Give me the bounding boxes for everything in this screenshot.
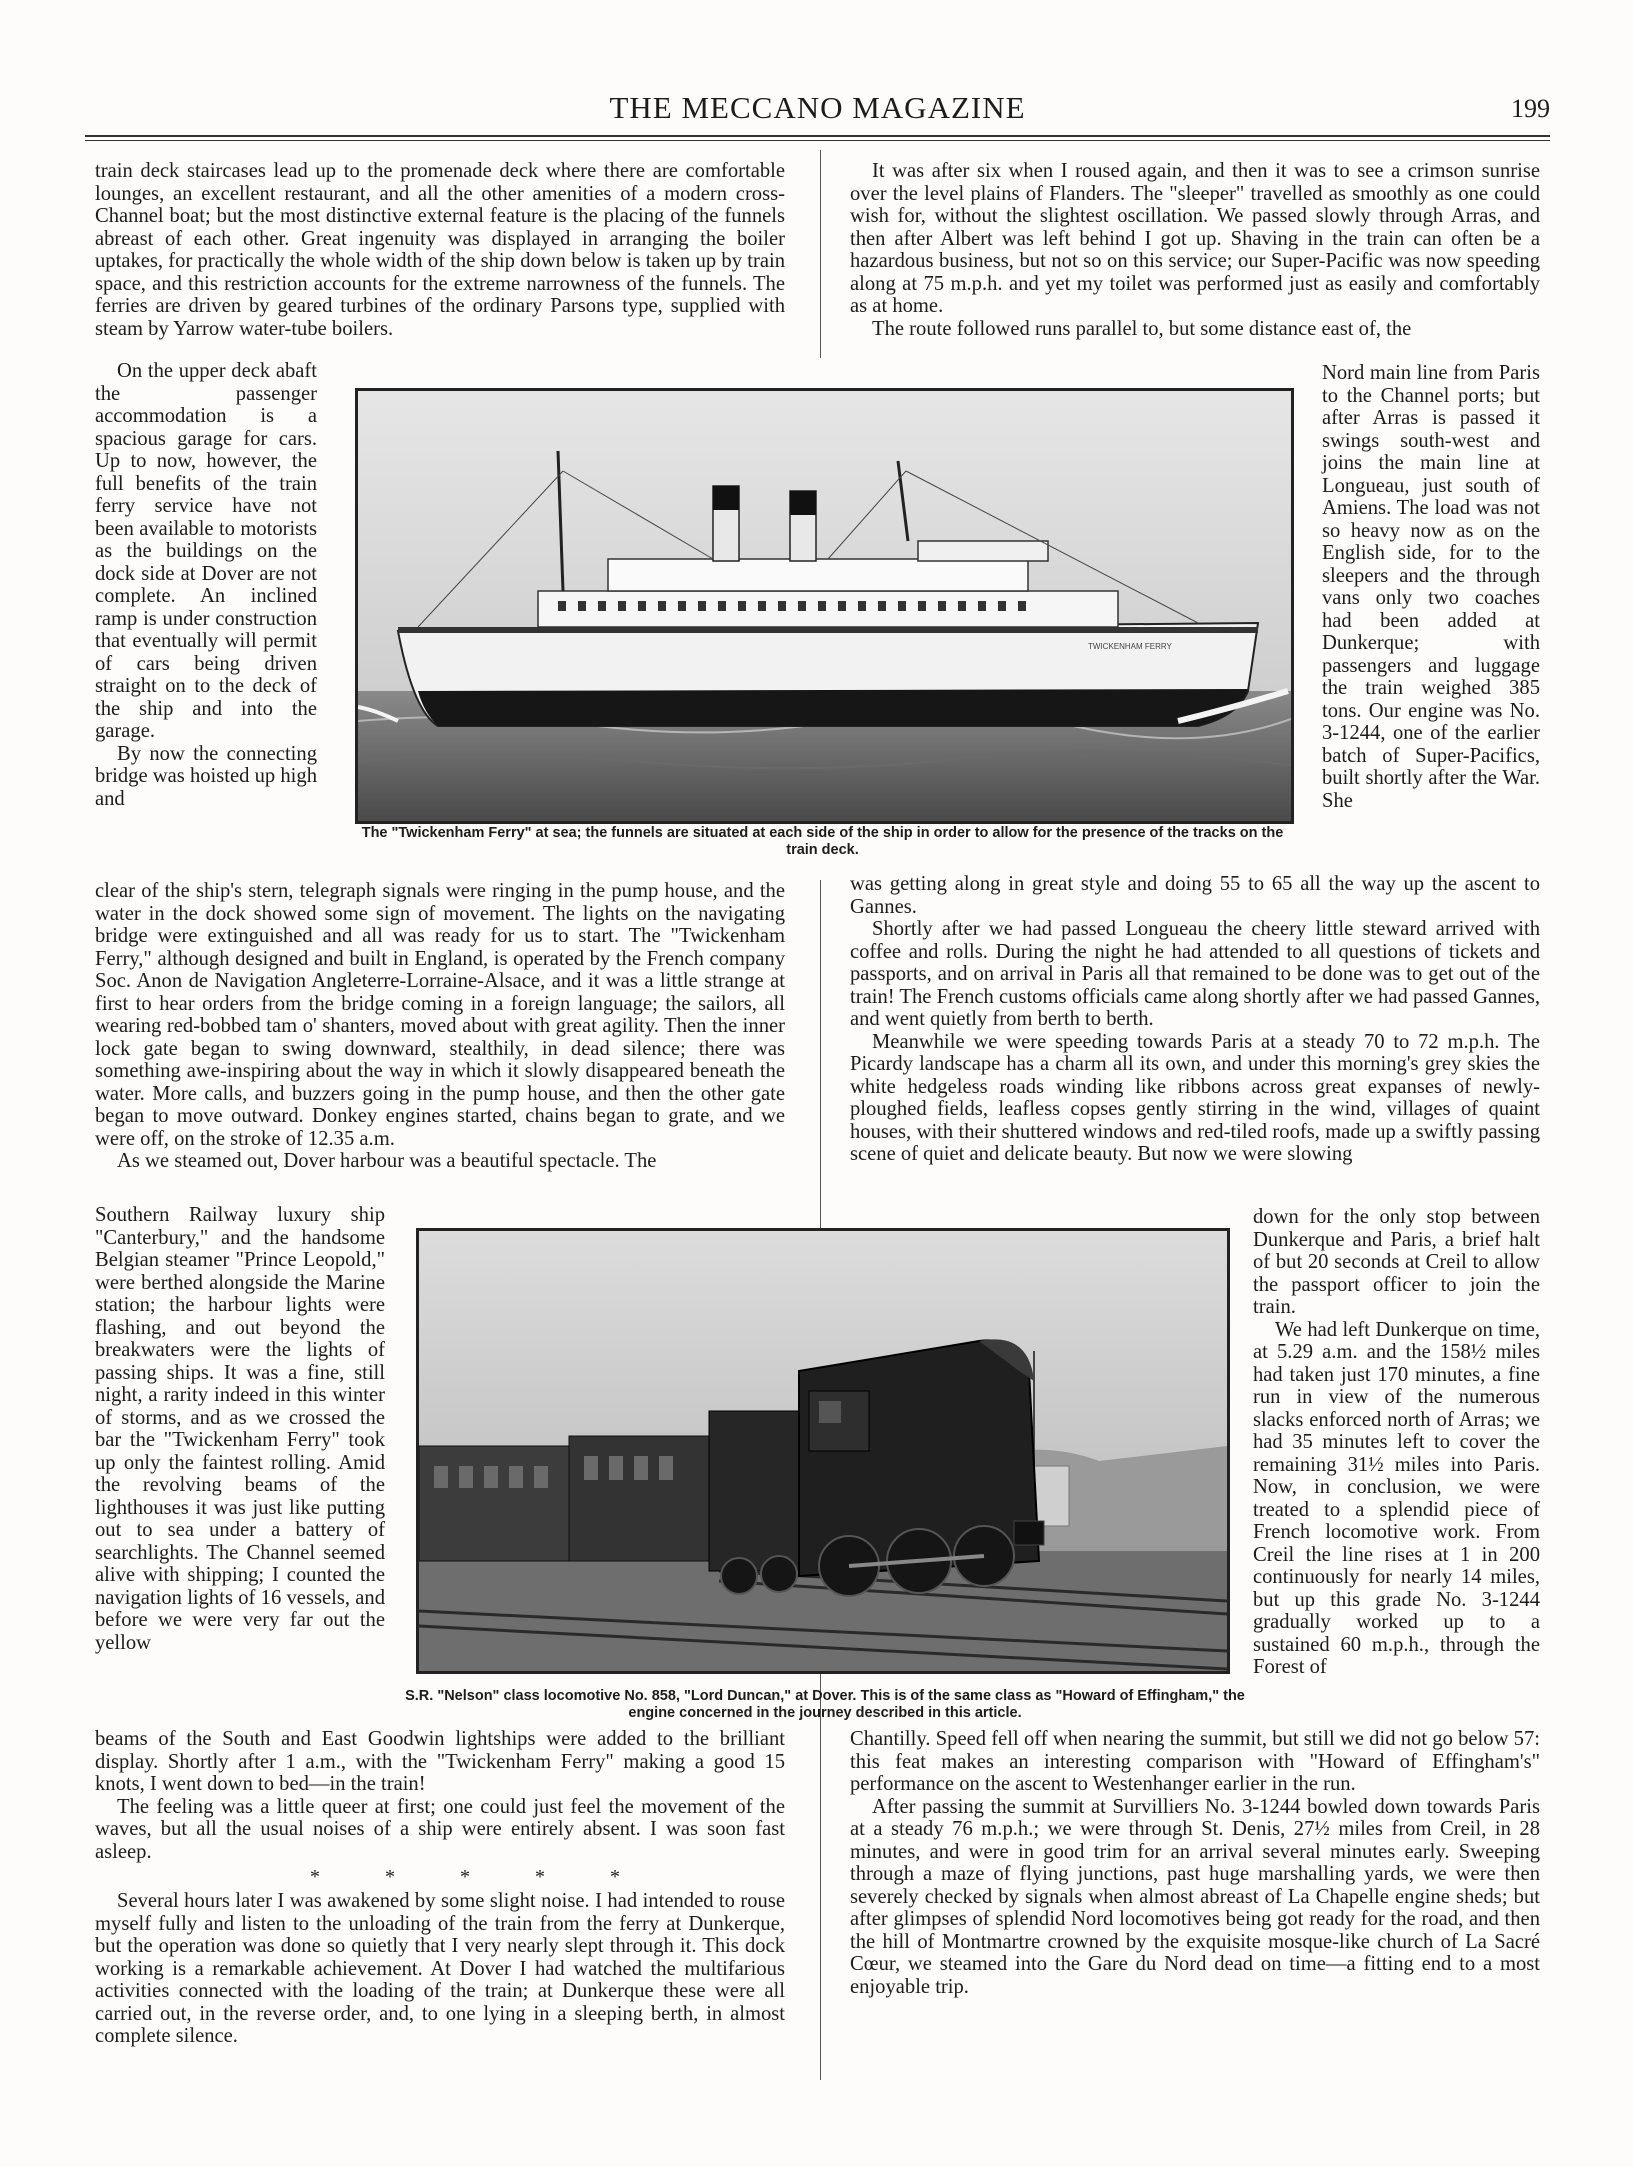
column-divider bbox=[820, 150, 821, 358]
paragraph: clear of the ship's stern, telegraph signals were ringing in the pump house, and the water in the dock showed some sign of movement. The lights on the navigating bridge were extinguished and all was ready for us to start. The "Twickenham Ferry," although designed and built in England, is operated by the French company Soc. Anon de Navigation Angleterre-Lorraine-Alsace, and it was a little strange at first to hear orders from the bridge coming in a foreign language; the sailors, all wearing red-bobbed tam o' shanters, moved about with great agility. Then the inner lock gate began to swing downward, stealthily, in dead silence; there was something awe-inspiring about the way in which it slowly disappeared beneath the water. More calls, and buzzers going in the pump house, and then the other gate began to move outward. Donkey engines started, chains began to grate, and we were off, on the stroke of 12.35 a.m. bbox=[95, 880, 785, 1150]
magazine-title: THE MECCANO MAGAZINE bbox=[609, 90, 1026, 125]
header-rule bbox=[85, 135, 1550, 137]
right-mid-text bbox=[850, 873, 1540, 1166]
header-rule-thin bbox=[85, 140, 1550, 141]
right-top-text bbox=[850, 160, 1540, 340]
paragraph: The route followed runs parallel to, but some distance east of, the bbox=[872, 317, 1412, 340]
left-wrap-text-2 bbox=[95, 1204, 385, 1654]
paragraph: train deck staircases lead up to the promenade deck where there are comfortable lounges, an excellent restaurant, and all the other amenities of a modern cross-Channel boat; but the most distinctive external feature is the placing of the funnels abreast of each other. Great ingenuity was displayed in arranging the boiler uptakes, for practically the whole width of the ship down below is taken up by train space, and this restriction accounts for the extreme narrowness of the funnels. The ferries are driven by geared turbines of the ordinary Parsons type, supplied with steam by Yarrow water-tube boilers. bbox=[95, 160, 785, 340]
paragraph: We had left Dunkerque on time, at 5.29 a.m. and the 158½ miles had taken just 170 minutes, a fine run in view of the numerous slacks enforced north of Arras; we had 35 minutes left to cover the remaining 31½ miles into Paris. Now, in conclusion, we were treated to a splendid piece of French locomotive work. From Creil the line rises at 1 in 200 continuously for nearly 14 miles, but up this grade No. 3-1244 gradually worked up to a sustained 60 m.p.h., through the Forest of bbox=[1253, 1318, 1540, 1678]
paragraph: Shortly after we had passed Longueau the cheery little steward arrived with coffee and rolls. During the night he had attended to all questions of tickets and passports, and on arrival in Paris all that remained to be done was to get out of the train! The French customs officials came along shortly after we had passed Gannes, and went quietly from berth to berth. bbox=[850, 918, 1540, 1030]
left-bottom-text bbox=[95, 1728, 785, 1863]
paragraph: Meanwhile we were speeding towards Paris at a steady 70 to 72 m.p.h. The Picardy landscape has a charm all its own, and under this morning's grey skies the white hedgeless roads winding like ribbons across great expanses of newly-ploughed fields, leafless copses gently stirring in the wind, villages of quaint houses, with their shuttered windows and red-tiled roofs, made up a swiftly passing scene of quiet and delicate beauty. But now we were slowing bbox=[850, 1030, 1540, 1165]
left-wrap-text-1 bbox=[95, 360, 317, 810]
paragraph: beams of the South and East Goodwin lightships were added to the brilliant display. Shortly after 1 a.m., with the "Twickenham Ferry" making a good 15 knots, I went down to bed—in the train! bbox=[95, 1728, 785, 1795]
figure-caption-locomotive: S.R. "Nelson" class locomotive No. 858, "Lord Duncan," at Dover. This is of the same class as "Howard of Effingham," the engine concerned in the journey described in this article. bbox=[405, 1688, 1245, 1721]
ship-name-lettering: TWICKENHAM FERRY bbox=[1088, 642, 1172, 651]
right-bottom-text bbox=[850, 1728, 1540, 1998]
paragraph: Nord main line from Paris to the Channel ports; but after Arras is passed it swings south-west and joins the main line at Longueau, just south of Amiens. The load was not so heavy now as on the English side, for to the sleepers and the through vans only two coaches had been added at Dunkerque; with passengers and luggage the train weighed 385 tons. Our engine was No. 3-1244, one of the earlier batch of Super-Pacifics, built shortly after the War. She bbox=[1322, 362, 1540, 812]
paragraph: It was after six when I roused again, and then it was to see a crimson sunrise over the level plains of Flanders. The "sleeper" travelled as smoothly as one could wish for, without the slightest oscillation. We passed slowly through Arras, and then after Albert was left behind I got up. Shaving in the train can often be a hazardous business, but not so on this service; our Super-Pacific was now speeding along at 75 m.p.h. and yet my toilet was performed just as easily and comfortably as at home. bbox=[850, 160, 1540, 317]
paragraph: Chantilly. Speed fell off when nearing the summit, but still we did not go below 57: this feat makes an interesting comparison with "Howard of Effingham's" performance on the ascent to Westenhanger earlier in the run. bbox=[850, 1728, 1540, 1795]
paragraph: On the upper deck abaft the passenger accommodation is a spacious garage for cars. Up to now, however, the full benefits of the train ferry service have not been available to motorists as the buildings on the dock side at Dover are not complete. An inclined ramp is under construction that eventually will permit of cars being driven straight on to the deck of the ship and into the garage. bbox=[95, 360, 317, 742]
left-mid-text bbox=[95, 880, 785, 1173]
section-break: * * * * * bbox=[310, 1866, 650, 1888]
page-number: 199 bbox=[1511, 94, 1550, 123]
right-wrap-text-2 bbox=[1253, 1206, 1540, 1679]
ferry-photo bbox=[355, 388, 1294, 824]
left-top-text bbox=[95, 160, 785, 340]
paragraph: Several hours later I was awakened by some slight noise. I had intended to rouse myself fully and listen to the unloading of the train from the ferry at Dunkerque, but the operation was done so quietly that I very nearly slept through it. This dock working is a remarkable achievement. At Dover I had watched the multifarious activities connected with the loading of the train; at Dunkerque these were all carried out, in the reverse order, and, to one lying in a sleeping berth, in almost complete silence. bbox=[95, 1890, 785, 2047]
paragraph: was getting along in great style and doing 55 to 65 all the way up the ascent to Gannes. bbox=[850, 873, 1540, 918]
paragraph: down for the only stop between Dunkerque and Paris, a brief halt of but 20 seconds at Creil to allow the passport officer to join the train. bbox=[1253, 1206, 1540, 1318]
locomotive-photo bbox=[416, 1228, 1230, 1674]
right-wrap-text-1 bbox=[1322, 362, 1540, 812]
paragraph: As we steamed out, Dover harbour was a beautiful spectacle. The bbox=[117, 1150, 657, 1172]
paragraph: Southern Railway luxury ship "Canterbury," and the handsome Belgian steamer "Prince Leopold," were berthed alongside the Marine station; the harbour lights were flashing, and out beyond the breakwaters were the lights of passing ships. It was a fine, still night, a rarity indeed in this winter of storms, and as we crossed the bar the "Twickenham Ferry" took up only the faintest rolling. Amid the revolving beams of the lighthouses it was just like putting out to sea under a battery of searchlights. The Channel seemed alive with shipping; I counted the navigation lights of 16 vessels, and before we were very far out the yellow bbox=[95, 1204, 385, 1654]
left-end-text bbox=[95, 1890, 785, 2048]
paragraph: By now the connecting bridge was hoisted up high and bbox=[95, 742, 317, 810]
paragraph: The feeling was a little queer at first; one could just feel the movement of the waves, but all the usual noises of a ship were entirely absent. I was soon fast asleep. bbox=[95, 1795, 785, 1863]
locomotive-illustration bbox=[419, 1231, 1227, 1671]
figure-caption-ferry: The "Twickenham Ferry" at sea; the funnels are situated at each side of the ship in order to allow for the presence of the tracks on the train deck. bbox=[361, 825, 1284, 858]
page-header bbox=[85, 90, 1550, 126]
ship-illustration bbox=[358, 391, 1291, 821]
paragraph: After passing the summit at Survilliers No. 3-1244 bowled down towards Paris at a steady 76 m.p.h.; we were through St. Denis, 27½ miles from Creil, in 28 minutes, and were in good trim for an arrival several minutes early. Sweeping through a maze of flying junctions, past huge marshalling yards, we were then severely checked by signals when almost abreast of La Chapelle engine sheds; but after glimpses of splendid Nord locomotives being got ready for the road, and then the hill of Montmartre crowned by the exquisite mosque-like church of La Sacré Cœur, we steamed into the Gare du Nord dead on time—a fitting end to a most enjoyable trip. bbox=[850, 1795, 1540, 1998]
